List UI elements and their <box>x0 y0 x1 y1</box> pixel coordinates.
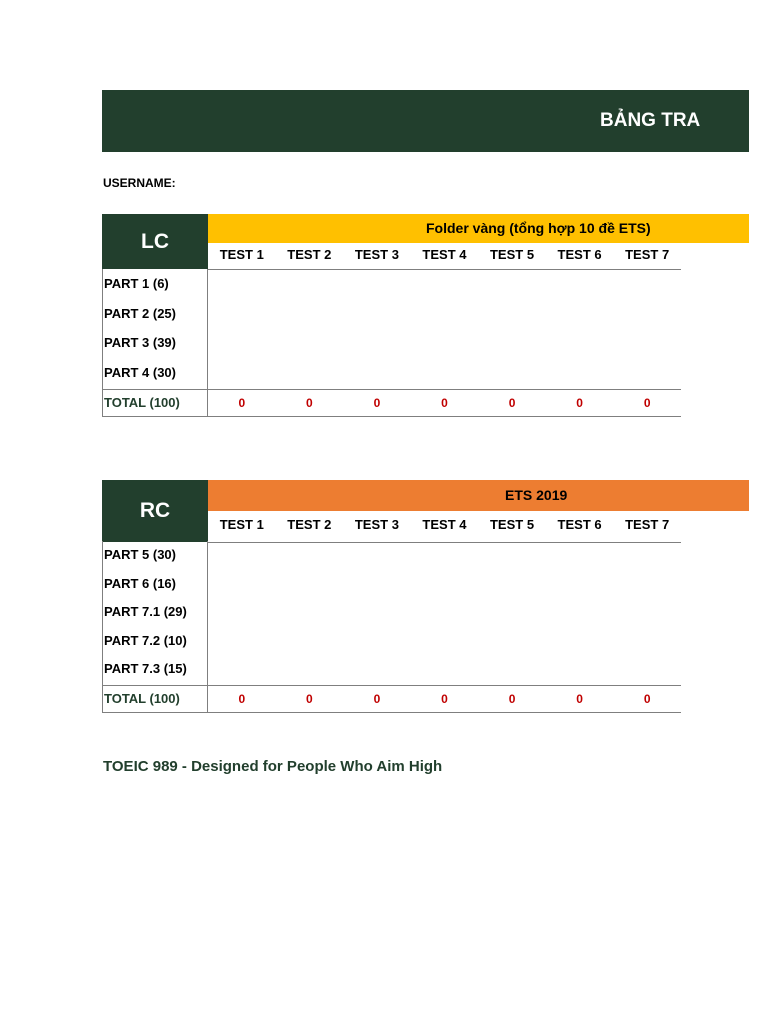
lc-col-header: TEST 1 <box>219 247 264 262</box>
lc-total-label: TOTAL (100) <box>102 390 208 416</box>
rc-row-labels <box>102 541 208 686</box>
lc-total-value: 0 <box>576 396 583 410</box>
rc-row-label: PART 7.2 (10) <box>104 632 187 648</box>
rc-row-label: PART 6 (16) <box>104 575 176 591</box>
lc-total-value: 0 <box>373 396 381 410</box>
rc-total-value: 0 <box>238 692 246 706</box>
lc-header-bar <box>208 214 749 243</box>
rc-col-header: TEST 4 <box>422 517 467 532</box>
lc-row-labels <box>102 269 208 390</box>
lc-row-label: PART 4 (30) <box>104 364 176 380</box>
lc-header-divider <box>208 269 681 270</box>
rc-section <box>102 480 749 714</box>
rc-col-header: TEST 7 <box>625 517 670 532</box>
rc-header-divider <box>208 542 681 543</box>
footer-tagline: TOEIC 989 - Designed for People Who Aim High <box>103 758 443 775</box>
lc-tag: LC <box>102 214 208 269</box>
lc-col-header: TEST 2 <box>287 247 332 262</box>
rc-total-row <box>102 685 681 713</box>
rc-total-value: 0 <box>373 692 381 706</box>
lc-col-header: TEST 6 <box>557 247 602 262</box>
rc-tag: RC <box>102 480 208 542</box>
rc-col-header: TEST 2 <box>287 517 332 532</box>
rc-header-bar <box>208 480 749 511</box>
lc-row-label: PART 2 (25) <box>104 305 176 321</box>
rc-total-label: TOTAL (100) <box>102 686 208 712</box>
lc-total-value: 0 <box>508 396 516 410</box>
lc-col-header: TEST 4 <box>422 247 467 262</box>
rc-col-header: TEST 1 <box>219 517 264 532</box>
lc-col-header: TEST 7 <box>625 247 670 262</box>
rc-column-headers <box>208 511 681 539</box>
rc-row-label: PART 7.3 (15) <box>104 661 187 676</box>
rc-total-value: 0 <box>643 692 651 706</box>
lc-row-label: PART 3 (39) <box>104 335 176 350</box>
lc-total-value: 0 <box>441 396 448 410</box>
rc-total-value: 0 <box>576 692 583 706</box>
lc-total-value: 0 <box>306 396 313 410</box>
rc-total-value: 0 <box>508 692 516 706</box>
lc-total-value: 0 <box>238 396 246 410</box>
banner-title: BẢNG TRA <box>600 110 701 131</box>
lc-section <box>102 214 749 419</box>
lc-row-label: PART 1 (6) <box>104 276 169 291</box>
rc-row-label: PART 5 (30) <box>104 547 176 562</box>
rc-col-header: TEST 3 <box>354 517 399 532</box>
lc-total-value: 0 <box>643 396 651 410</box>
lc-column-headers <box>208 241 681 269</box>
lc-col-header: TEST 5 <box>489 247 535 262</box>
lc-col-header: TEST 3 <box>354 247 399 262</box>
rc-col-header: TEST 6 <box>557 517 602 532</box>
rc-total-value: 0 <box>306 692 313 706</box>
lc-header-title: Folder vàng (tổng hợp 10 đề ETS) <box>426 220 651 236</box>
lc-total-row <box>102 389 681 417</box>
rc-total-value: 0 <box>441 692 448 706</box>
rc-row-label: PART 7.1 (29) <box>104 604 187 619</box>
username-label: USERNAME: <box>103 176 176 190</box>
rc-col-header: TEST 5 <box>489 517 535 532</box>
rc-header-title: ETS 2019 <box>505 487 568 503</box>
